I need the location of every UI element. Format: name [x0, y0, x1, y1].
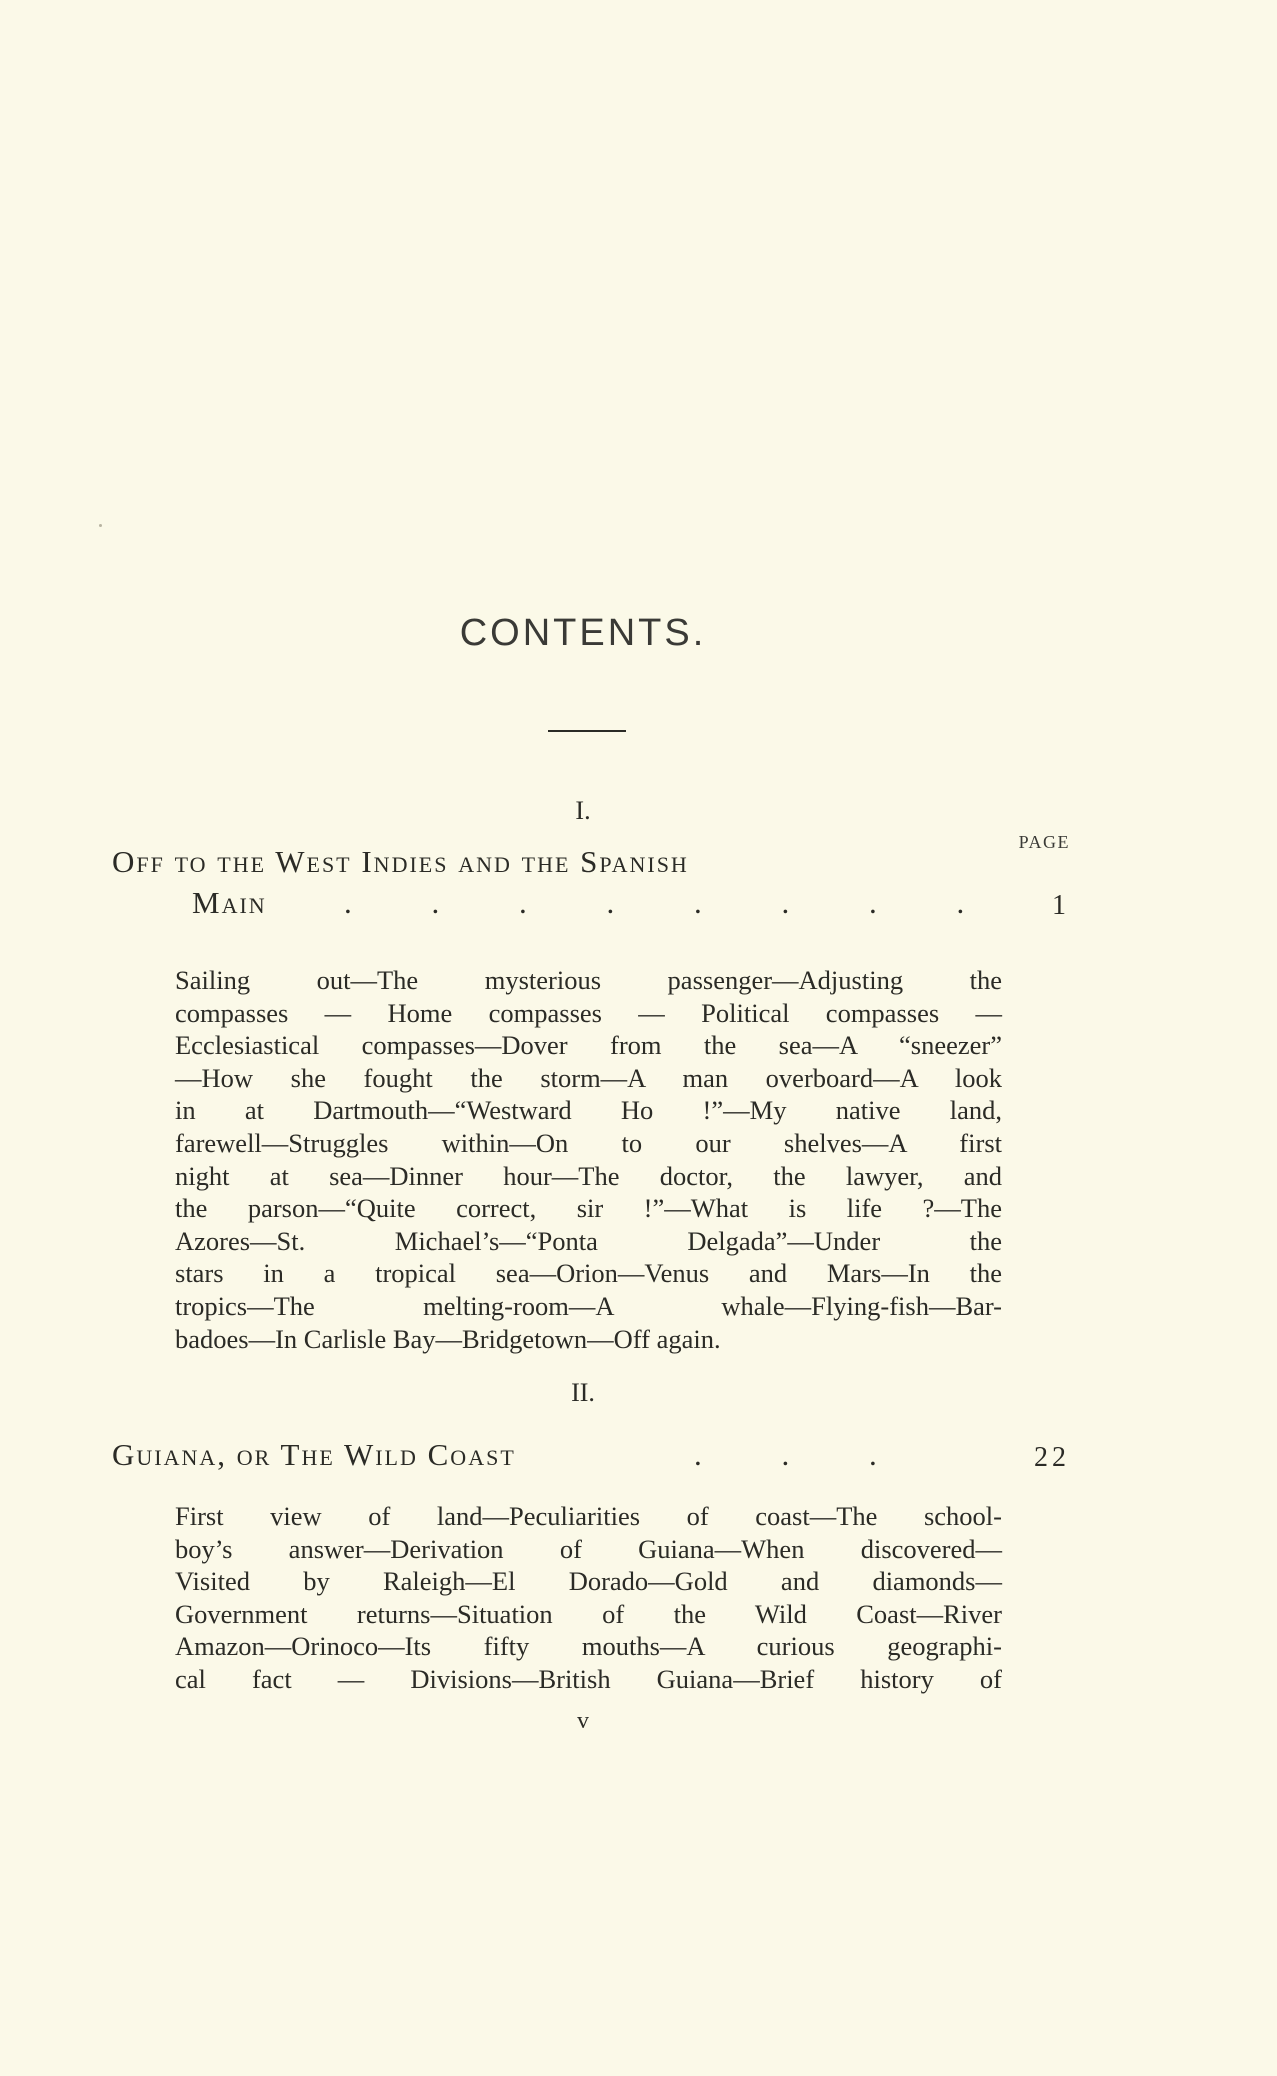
title-rule	[548, 730, 626, 732]
synopsis-line: Azores—St. Michael’s—“Ponta Delgada”—Under the	[175, 1225, 1002, 1256]
synopsis-line: Visited by Raleigh—El Dorado—Gold and diamonds—	[175, 1566, 1002, 1597]
synopsis-line: Amazon—Orinoco—Its fifty mouths—A curious geographi-	[175, 1631, 1002, 1662]
synopsis-line: boy’s answer—Derivation of Guiana—When discovered—	[175, 1533, 1002, 1564]
page-column-label: PAGE	[1018, 832, 1070, 852]
synopsis-line: cal fact — Divisions—British Guiana—Brief history of	[175, 1663, 1002, 1694]
synopsis-line: First view of land—Peculiarities of coast—The school-	[175, 1501, 1002, 1531]
synopsis-line: Sailing out—The mysterious passenger—Adjusting the	[175, 965, 1002, 995]
synopsis-line: in at Dartmouth—“Westward Ho !”—My native land,	[175, 1095, 1002, 1126]
synopsis-line: badoes—In Carlisle Bay—Bridgetown—Off again.	[175, 1323, 721, 1354]
synopsis-line: Ecclesiastical compasses—Dover from the sea—A “sneezer”	[175, 1030, 1002, 1061]
chapter-1-numeral: I.	[575, 796, 591, 825]
page-title: CONTENTS.	[459, 612, 707, 654]
synopsis-line: stars in a tropical sea—Orion—Venus and Mars—In the	[175, 1258, 1002, 1289]
synopsis-line: tropics—The melting-room—A whale—Flying-fish—Bar-	[175, 1290, 1002, 1321]
chapter-2-synopsis	[175, 1500, 1002, 1696]
chapter-1-synopsis	[175, 964, 1002, 1355]
chapter-2-page: 22	[1034, 1442, 1070, 1473]
chapter-1-title-line2: Main	[192, 885, 267, 920]
chapter-2-numeral: II.	[571, 1378, 595, 1407]
page-folio: v	[577, 1708, 589, 1734]
synopsis-line: Government returns—Situation of the Wild Coast—River	[175, 1598, 1002, 1629]
chapter-1-page: 1	[1052, 890, 1070, 921]
synopsis-line: —How she fought the storm—A man overboard—A look	[175, 1062, 1002, 1093]
paper-speck	[99, 524, 102, 527]
chapter-2-leader: . . .	[694, 1437, 913, 1472]
synopsis-line: farewell—Struggles within—On to our shelves—A first	[175, 1127, 1002, 1158]
synopsis-line: night at sea—Dinner hour—The doctor, the lawyer, and	[175, 1160, 1002, 1191]
synopsis-line: compasses — Home compasses — Political compasses —	[175, 997, 1002, 1028]
chapter-2-title: Guiana, or The Wild Coast	[112, 1437, 516, 1472]
synopsis-line: the parson—“Quite correct, sir !”—What is life ?—The	[175, 1193, 1002, 1224]
chapter-1-leader: . . . . . . . .	[344, 885, 1001, 920]
chapter-1-title-line1: Off to the West Indies and the Spanish	[112, 844, 689, 879]
